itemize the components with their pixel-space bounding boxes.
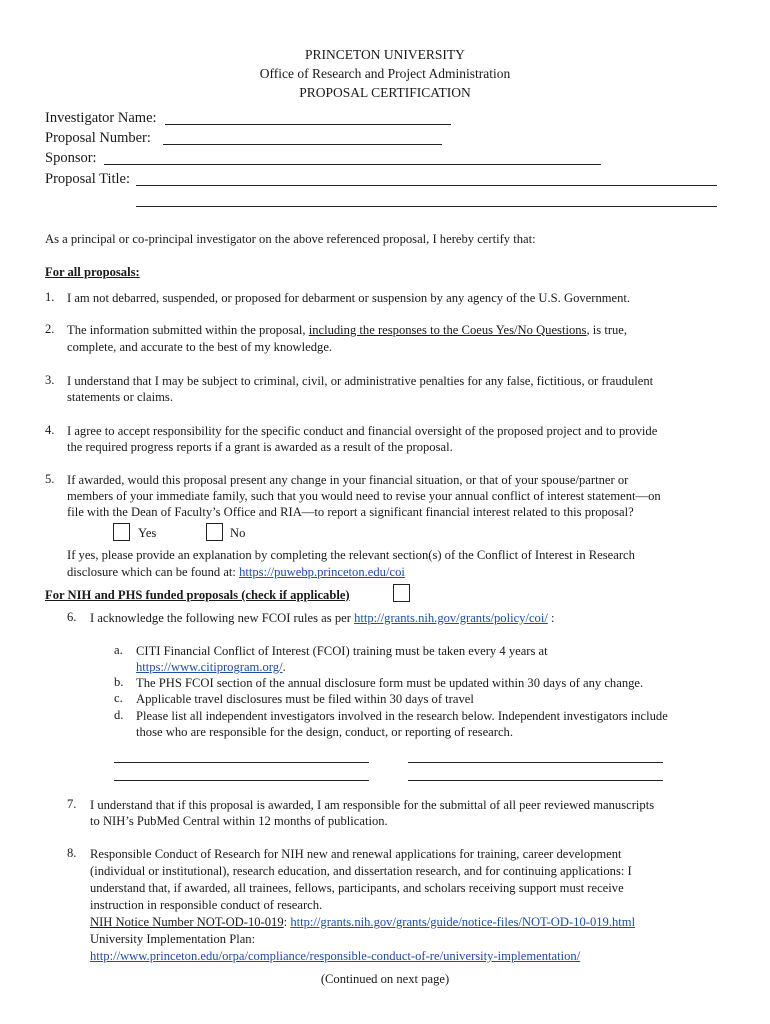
intro-text: As a principal or co-principal investigator on the above referenced proposal, I hereby certify that: [45,232,536,246]
item-3-line-2: statements or claims. [67,390,173,404]
item-1-text: I am not debarred, suspended, or proposed for debarment or suspension by any agency of the U.S. Government. [67,291,631,305]
item-7-number: 7. [67,797,77,811]
implementation-plan-label: University Implementation Plan: [90,932,256,946]
university-name: PRINCETON UNIVERSITY [305,47,465,62]
sub-c-letter: c. [114,691,123,705]
sub-d-letter: d. [114,708,124,722]
coeus-questions-reference: including the responses to the Coeus Yes/No Questions [308,323,587,337]
no-label: No [230,526,246,540]
nih-phs-checkbox[interactable] [393,584,410,602]
item-2-text-a: The information submitted within the proposal, [67,323,309,337]
citi-program-link[interactable]: https://www.citiprogram.org/ [136,660,283,674]
sub-a-line-2 [136,659,286,676]
sub-b-letter: b. [114,675,124,689]
all-proposals-heading: For all proposals: [45,265,140,279]
sub-d-line-2: those who are responsible for the design, conduct, or reporting of research. [136,725,513,739]
sub-b-text: The PHS FCOI section of the annual disclosure form must be updated within 30 days of any change. [136,676,644,690]
sub-d-text: Please list all independent investigators involved in the research below. Independent investigators include [136,709,668,723]
item-7-line-1: I understand that if this proposal is awarded, I am responsible for the submittal of all peer reviewed manuscripts [90,798,655,812]
item-6-number: 6. [67,610,77,624]
proposal-title-field[interactable] [136,185,717,186]
sponsor-label: Sponsor: [45,150,97,166]
continued-note: (Continued on next page) [320,972,450,986]
sub-a-text: CITI Financial Conflict of Interest (FCOI) training must be taken every 4 years at [136,644,548,658]
office-name: Office of Research and Project Administration [259,66,511,81]
item-4-line-2: the required progress reports if a grant is awarded as a result of the proposal. [67,440,453,454]
investigator-line-3[interactable] [114,780,369,781]
item-1-number: 1. [45,290,55,304]
item-4-number: 4. [45,423,55,437]
item-5-line-3: file with the Dean of Faculty’s Office and RIA—to report a significant financial interest related to this proposal? [67,505,634,519]
proposal-number-field[interactable] [163,144,442,145]
nih-notice-colon: : [283,915,291,929]
nih-phs-heading: For NIH and PHS funded proposals (check if applicable) [45,588,350,602]
implementation-plan-link[interactable]: http://www.princeton.edu/orpa/compliance/responsible-conduct-of-re/university-implementation/ [90,949,581,963]
item-8-line-4: instruction in responsible conduct of research. [90,898,323,912]
yes-checkbox[interactable] [113,523,130,541]
proposal-title-label: Proposal Title: [45,171,131,187]
item-3-line-1: I understand that I may be subject to criminal, civil, or administrative penalties for any false, fictitious, or fraudulent [67,374,654,388]
no-checkbox[interactable] [206,523,223,541]
item-2-number: 2. [45,322,55,336]
item-6-text [90,610,555,627]
item-2-text-b: , is true, [586,323,628,337]
investigator-line-1[interactable] [114,762,369,763]
coi-disclosure-link[interactable]: https://puwebp.princeton.edu/coi [239,565,405,579]
sponsor-field[interactable] [104,164,601,165]
sub-a-period: . [282,660,286,674]
investigator-line-4[interactable] [408,780,663,781]
item-6-text-b: : [547,611,555,625]
sub-a-letter: a. [114,643,123,657]
nih-notice-line [90,914,635,931]
yes-label: Yes [138,526,157,540]
item-7-line-2: to NIH’s PubMed Central within 12 months of publication. [90,814,388,828]
form-title: PROPOSAL CERTIFICATION [299,85,471,100]
investigator-line-2[interactable] [408,762,663,763]
item-8-line-1: Responsible Conduct of Research for NIH new and renewal applications for training, career development [90,847,622,861]
item-5-explanation-line-1: If yes, please provide an explanation by completing the relevant section(s) of the Conflict of Interest in Research [67,548,635,562]
item-5-explanation-text: disclosure which can be found at: [67,565,240,579]
implementation-plan-line [90,948,580,965]
item-2-line-1 [67,322,627,339]
item-8-line-3: understand that, if awarded, all trainees, fellows, participants, and scholars receiving support must receive [90,881,624,895]
sub-c-text: Applicable travel disclosures must be filed within 30 days of travel [136,692,474,706]
item-2-line-2: complete, and accurate to the best of my knowledge. [67,340,333,354]
item-8-number: 8. [67,846,77,860]
item-8-line-2: (individual or institutional), research education, and dissertation research, and for continuing applications: I [90,864,632,878]
proposal-title-field-line-2[interactable] [136,206,717,207]
fcoi-rules-link[interactable]: http://grants.nih.gov/grants/policy/coi/ [354,611,548,625]
proposal-number-label: Proposal Number: [45,130,151,146]
nih-notice-label: NIH Notice Number NOT-OD-10-019 [90,915,284,929]
item-4-line-1: I agree to accept responsibility for the specific conduct and financial oversight of the proposed project and to provide [67,424,658,438]
item-5-explanation-line-2 [67,564,405,581]
investigator-name-field[interactable] [165,124,451,125]
item-5-line-2: members of your immediate family, such that you would need to revise your annual conflict of interest statement—on [67,489,661,503]
item-5-line-1: If awarded, would this proposal present any change in your financial situation, or that of your spouse/partner or [67,473,629,487]
item-3-number: 3. [45,373,55,387]
investigator-name-label: Investigator Name: [45,110,157,126]
nih-notice-link[interactable]: http://grants.nih.gov/grants/guide/notice-files/NOT-OD-10-019.html [290,915,636,929]
item-6-text-a: I acknowledge the following new FCOI rules as per [90,611,355,625]
item-5-number: 5. [45,472,55,486]
